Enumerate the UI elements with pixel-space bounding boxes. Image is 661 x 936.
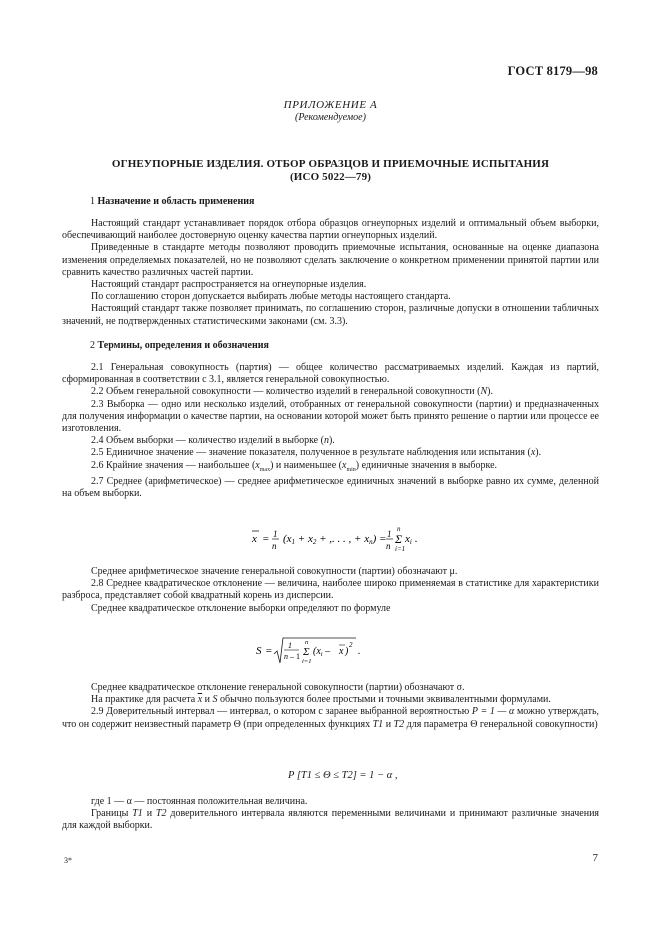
svg-text:i=1: i=1 (395, 545, 406, 553)
svg-text:n: n (305, 639, 309, 646)
section-1-body (62, 218, 599, 328)
page-number: 7 (592, 852, 598, 864)
stdev-formula (256, 634, 376, 671)
paragraph: Настоящий стандарт устанавливает порядок отбора образцов огнеупорных изделий и оптимальный объем выборки, обеспечивающий наиболее достоверную оценку качества партии огнеупорных изделий. (62, 218, 599, 242)
svg-text:): ) (345, 646, 349, 657)
svg-text:n: n (386, 541, 391, 551)
paragraph-2-9: 2.9 Доверительный интервал — интервал, о котором с заранее выбранной вероятностью P = 1 — α можно утверждать, что он содержит неизвестный параметр Θ (при определенных функциях T1 и T2 для параметра Θ генеральной совокупности) (62, 706, 600, 730)
document-title (60, 158, 601, 184)
section-2-title: Термины, определения и обозначения (97, 340, 269, 351)
paragraph-bounds: Границы T1 и T2 доверительного интервала являются переменными величинами и принимают различные значения для каждой выборки. (62, 808, 600, 832)
svg-text:xi .: xi . (405, 533, 418, 546)
paragraph-2-5: 2.5 Единичное значение — значение показателя, полученное в результате наблюдения или испытания (x). (91, 447, 542, 459)
svg-text:1: 1 (288, 641, 292, 650)
section-1-title: Назначение и область применения (97, 196, 255, 207)
sheet-mark: 3* (64, 856, 72, 865)
svg-text:Σ: Σ (395, 532, 403, 546)
paragraph-2-6: 2.6 Крайние значения — наибольшее $(x_{max})$ и наименьшее $(x_{min})$ единичные значения в выборке. (91, 459, 498, 473)
mean-formula (252, 526, 432, 559)
svg-text:Σ: Σ (303, 646, 310, 658)
paragraph: Приведенные в стандарте методы позволяют проводить приемочные испытания, основанные на оценке диапазона изменения определяемых показателей, но не позволяют сделать заключение о конкретном применении принятой партии или сравнить качество различных частей партии. (62, 242, 599, 278)
interval-formula: P [T1 ≤ Θ ≤ T2] = 1 − α , (288, 770, 398, 781)
section-2-body-c (62, 682, 599, 731)
paragraph-mu: Среднее арифметическое значение генеральной совокупности (партии) обозначают μ. (91, 566, 458, 577)
paragraph-constant: где 1 — α — постоянная положительная величина. (91, 796, 308, 807)
paragraph-2-8: 2.8 Среднее квадратическое отклонение — величина, наиболее широко применяемая в статистике для характеристики разброса, представляет собой квадратный корень из дисперсии. (62, 578, 599, 602)
paragraph: По соглашению сторон допускается выбирать любые методы настоящего стандарта. (91, 291, 451, 303)
paragraph-2-3: 2.3 Выборка — одно или несколько изделий, отобранных от генеральной совокупности (партии) и предназначенных для получения информации о качестве партии, на основании которой может быть принято решение о партии или процессе ее изготовления. (62, 398, 599, 435)
svg-text:n: n (397, 525, 401, 533)
svg-text:(x1 + x2 + ,. . . , + xn) =: (x1 + x2 + ,. . . , + xn) = (283, 533, 387, 546)
paragraph-practice: На практике для расчета $\overline{x}$ и S обычно пользуются более простыми и точными эквивалентными формулами. (91, 694, 551, 706)
section-2-heading (90, 340, 269, 351)
stdev-formula-graphic (256, 634, 376, 668)
paragraph-sigma: Среднее квадратическое отклонение генеральной совокупности (партии) обозначают σ. (91, 682, 465, 693)
mean-formula-graphic (252, 526, 432, 556)
section-2-number: 2 (90, 340, 95, 351)
svg-text:1: 1 (387, 529, 392, 539)
svg-text:n – 1: n – 1 (284, 652, 300, 661)
paragraph: Настоящий стандарт также позволяет принимать, по соглашению сторон, различные допуски в отношении табличных значений, не подтвержденных статистическими законами (см. 3.3). (62, 303, 599, 327)
svg-text:2: 2 (349, 641, 353, 649)
standard-code: ГОСТ 8179—98 (507, 64, 598, 78)
section-2-body-a (62, 362, 599, 500)
paragraph-2-1: 2.1 Генеральная совокупность (партия) — общее количество рассматриваемых изделий. Каждая из партий, сформированная в соответствии с 3.1, является генеральной совокупностью. (62, 362, 599, 386)
section-2-body-d (62, 796, 599, 833)
svg-text:i=1: i=1 (302, 658, 312, 665)
svg-text:.: . (358, 646, 361, 657)
svg-text:n: n (272, 541, 277, 551)
svg-text:x: x (339, 646, 344, 657)
appendix-label: ПРИЛОЖЕНИЕ А (283, 99, 378, 111)
paragraph: Настоящий стандарт распространяется на огнеупорные изделия. (91, 279, 367, 291)
appendix-status: (Рекомендуемое) (295, 112, 366, 123)
paragraph-2-4: 2.4 Объем выборки — количество изделий в выборке (n). (91, 435, 335, 447)
section-1-heading (90, 196, 254, 207)
paragraph-2-8-formula-intro: Среднее квадратическое отклонение выборки определяют по формуле (91, 602, 391, 614)
section-2-body-b (62, 566, 599, 615)
section-1-number: 1 (90, 196, 95, 207)
paragraph-2-7: 2.7 Среднее (арифметическое) — среднее арифметическое единичных значений в выборке равно их сумме, деленной на объем выборки. (62, 475, 599, 500)
title-line-1: ОГНЕУПОРНЫЕ ИЗДЕЛИЯ. ОТБОР ОБРАЗЦОВ И ПРИЕМОЧНЫЕ ИСПЫТАНИЯ (111, 158, 550, 170)
svg-text:S: S (256, 645, 262, 657)
svg-text:1: 1 (273, 529, 278, 539)
svg-text:=: = (265, 645, 273, 657)
title-line-2: (ИСО 5022—79) (289, 171, 372, 183)
svg-text:=: = (262, 533, 270, 545)
svg-text:x: x (252, 533, 257, 545)
svg-text:(xi –: ($x_i$ – (313, 646, 331, 658)
paragraph-2-2: 2.2 Объем генеральной совокупности — количество изделий в генеральной совокупности (N). (91, 386, 493, 398)
